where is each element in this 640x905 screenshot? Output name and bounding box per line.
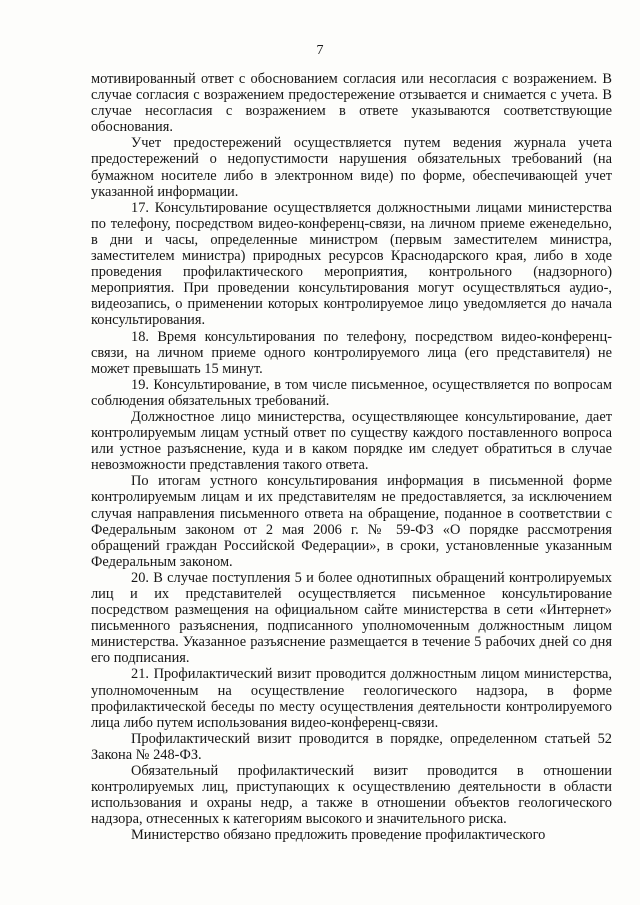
paragraph-ministry-obliged: Министерство обязано предложить проведение профилактического <box>131 827 546 844</box>
paragraph-21-preventive-visit: 21. Профилактический визит проводится должностным лицом министерства, уполномоченным на осуществление геологического надзора, в форме профилактической беседы по месту осуществления деятельности контролируемого лица либо путем использования видео-конференц-связи. <box>91 666 612 731</box>
paragraph-mandatory-visit: Обязательный профилактический визит проводится в отношении контролируемых лиц, приступающих к осуществлению деятельности в области использования и охраны недр, а также в отношении объектов геологического надзора, отнесенных к категориям высокого и значительного риска. <box>91 763 612 828</box>
document-body <box>91 71 612 844</box>
paragraph-20-written-consultation: 20. В случае поступления 5 и более однотипных обращений контролируемых лиц и их представителей осуществляется письменное консультирование посредством размещения на официальном сайте министерства в сети «Интернет» письменного разъяснения, подписанного уполномоченным должностным лицом министерства. Указанное разъяснение размещается в течение 5 рабочих дней со дня его подписания. <box>91 569 612 667</box>
paragraph-18-consultation-time: 18. Время консультирования по телефону, посредством видео-конференц-связи, на личном приеме одного контролируемого лица (его представителя) не может превышать 15 минут. <box>91 328 612 377</box>
paragraph-17-consultation: 17. Консультирование осуществляется должностными лицами министерства по телефону, посредством видео-конференц-связи, на личном приеме еженедельно, в дни и часы, определенные министром (первым заместителем министра, заместителем министра) природных ресурсов Краснодарского края, либо в ходе проведения профилактического мероприятия, контрольного (надзорного) мероприятия. При проведении консультирования могут осуществляться аудио-, видеозапись, о применении которых контролируемое лицо уведомляется до начала консультирования. <box>91 199 612 329</box>
paragraph-objection-response: мотивированный ответ с обоснованием согласия или несогласия с возражением. В случае согласия с возражением предостережение отзывается и снимается с учета. В случае несогласия с возражением в ответе указываются соответствующие обоснования. <box>91 71 612 136</box>
page-number: 7 <box>316 43 324 58</box>
paragraph-19-consultation-topics: 19. Консультирование, в том числе письменное, осуществляется по вопросам соблюдения обязательных требований. <box>91 376 612 409</box>
paragraph-oral-consultation-results: По итогам устного консультирования информация в письменной форме контролируемым лицам и их представителям не предоставляется, за исключением случая направления письменного ответа на обращение, поданное в соответствии с Федеральным законом от 2 мая 2006 г. № 59-ФЗ «О порядке рассмотрения обращений граждан Российской Федерации», в сроки, установленные указанным Федеральным законом. <box>91 473 612 570</box>
paragraph-warnings-registry: Учет предостережений осуществляется путем ведения журнала учета предостережений о недопустимости нарушения обязательных требований (на бумажном носителе либо в электронном виде) по форме, обеспечивающей учет указанной информации. <box>91 135 612 200</box>
paragraph-visit-procedure: Профилактический визит проводится в порядке, определенном статьей 52 Закона № 248-ФЗ. <box>91 730 612 763</box>
paragraph-official-oral-answer: Должностное лицо министерства, осуществляющее консультирование, дает контролируемым лицам устный ответ по существу каждого поставленного вопроса или устное разъяснение, куда и в каком порядке им следует обратиться в случае невозможности представления такого ответа. <box>91 408 612 474</box>
